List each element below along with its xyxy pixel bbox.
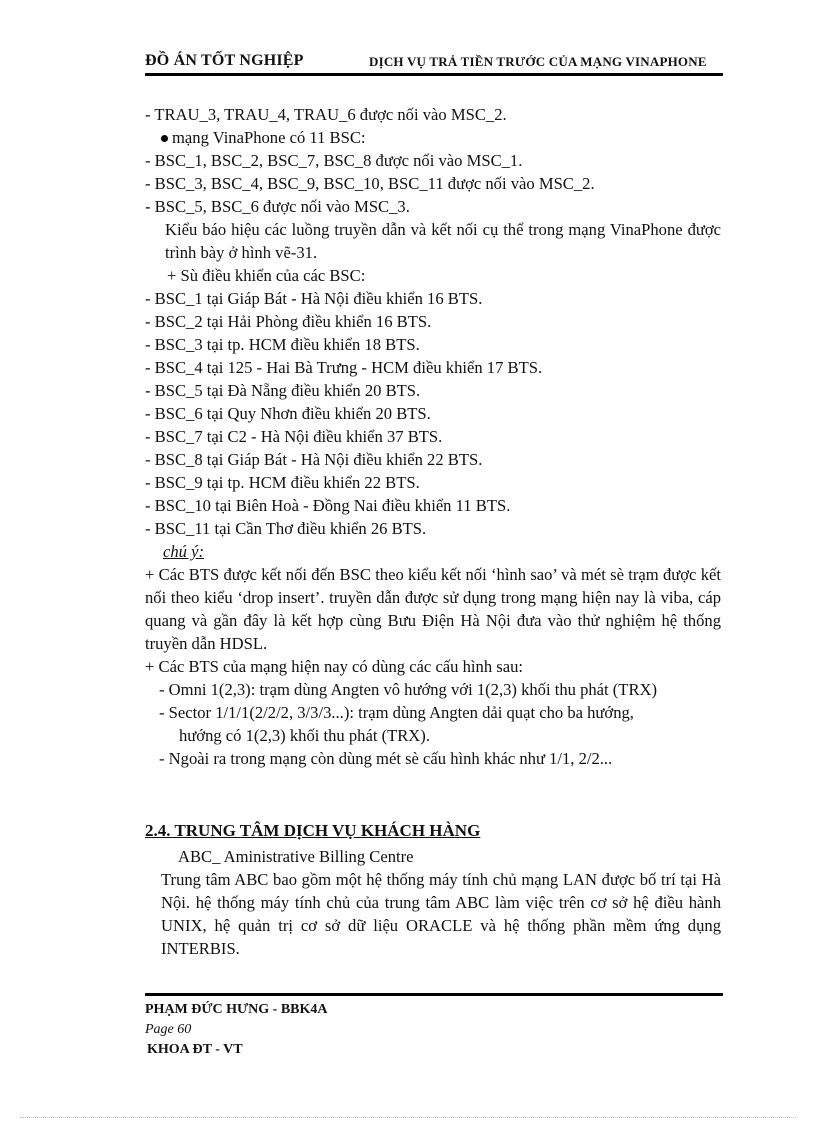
section-heading: 2.4. TRUNG TÂM DỊCH VỤ KHÁCH HÀNG (145, 821, 481, 840)
text-line: - BSC_5, BSC_6 được nối vào MSC_3. (145, 197, 410, 216)
list-item: - BSC_1 tại Giáp Bát - Hà Nội điều khiển 16 BTS. (145, 289, 483, 308)
config-item: - Omni 1(2,3): trạm dùng Angten vô hướng với 1(2,3) khối thu phát (TRX) (159, 680, 658, 699)
paragraph: Kiểu báo hiệu các luồng truyền dẫn và kết nối cụ thể trong mạng VinaPhone được trình bày ở hình vẽ-31. (165, 220, 721, 262)
text-line: + Các BTS của mạng hiện nay có dùng các cấu hình sau: (145, 657, 523, 676)
list-item: - BSC_3 tại tp. HCM điều khiển 18 BTS. (145, 335, 420, 354)
config-item: - Ngoài ra trong mạng còn dùng mét sè cấu hình khác như 1/1, 2/2... (159, 749, 613, 768)
list-item: - BSC_4 tại 125 - Hai Bà Trưng - HCM điều khiển 17 BTS. (145, 358, 543, 377)
note-label: chú ý: (163, 542, 204, 561)
section-subtitle: ABC_ Aministrative Billing Centre (178, 847, 414, 866)
page-number: Page 60 (145, 1022, 192, 1037)
bullet-icon (161, 135, 168, 142)
list-item: - BSC_2 tại Hải Phòng điều khiển 16 BTS. (145, 312, 432, 331)
config-item-continuation: hướng có 1(2,3) khối thu phát (TRX). (179, 726, 430, 745)
footer-department: KHOA ĐT - VT (147, 1042, 243, 1057)
paragraph: Trung tâm ABC bao gồm một hệ thống máy tính chủ mạng LAN được bố trí tại Hà Nội. hệ thống máy tính chủ của trung tâm ABC làm việc trên cơ sở hệ điều hành UNIX, hệ quản trị cơ sở dữ liệu ORACLE và hệ thống phần mềm ứng dụng INTERBIS. (161, 870, 721, 958)
list-item: - BSC_9 tại tp. HCM điều khiển 22 BTS. (145, 473, 420, 492)
text-line: - BSC_3, BSC_4, BSC_9, BSC_10, BSC_11 được nối vào MSC_2. (145, 174, 595, 193)
section-bsc-connections (145, 103, 721, 770)
list-item: - BSC_5 tại Đà Nẵng điều khiển 20 BTS. (145, 381, 421, 400)
bullet-text: mạng VinaPhone có 11 BSC: (172, 128, 366, 147)
list-item: - BSC_10 tại Biên Hoà - Đồng Nai điều khiển 11 BTS. (145, 496, 511, 515)
footer-author: PHẠM ĐỨC HƯNG - BBK4A (145, 1002, 328, 1017)
page-header (145, 52, 723, 72)
text-line: - TRAU_3, TRAU_4, TRAU_6 được nối vào MSC_2. (145, 105, 507, 124)
page-footer (145, 1000, 328, 1060)
list-item: - BSC_11 tại Cần Thơ điều khiển 26 BTS. (145, 519, 427, 538)
text-line: - BSC_1, BSC_2, BSC_7, BSC_8 được nối vào MSC_1. (145, 151, 523, 170)
header-title-left: ĐỒ ÁN TỐT NGHIỆP (145, 52, 304, 69)
page-edge (20, 1117, 796, 1118)
footer-rule (145, 993, 723, 996)
list-item: - BSC_6 tại Quy Nhơn điều khiển 20 BTS. (145, 404, 431, 423)
paragraph: + Các BTS được kết nối đến BSC theo kiểu kết nối ‘hình sao’ và mét sè trạm được kết nối theo kiểu ‘drop insert’. truyền dẫn được sử dụng trong mạng hiện nay là viba, cáp quang và gần đây là kết hợp cùng Bưu Điện Hà Nội đưa vào thử nghiệm hệ thống truyền dẫn HDSL. (145, 565, 721, 653)
subheading-line: + Sù điều khiển của các BSC: (167, 266, 366, 285)
list-item: - BSC_7 tại C2 - Hà Nội điều khiển 37 BTS. (145, 427, 443, 446)
config-item: - Sector 1/1/1(2/2/2, 3/3/3...): trạm dùng Angten dải quạt cho ba hướng, (159, 703, 634, 722)
section-abc (145, 845, 721, 960)
header-rule (145, 73, 723, 76)
header-title-right: DỊCH VỤ TRẢ TIỀN TRƯỚC CỦA MẠNG VINAPHONE (369, 54, 707, 69)
list-item: - BSC_8 tại Giáp Bát - Hà Nội điều khiển 22 BTS. (145, 450, 483, 469)
bullet-line (145, 126, 721, 149)
